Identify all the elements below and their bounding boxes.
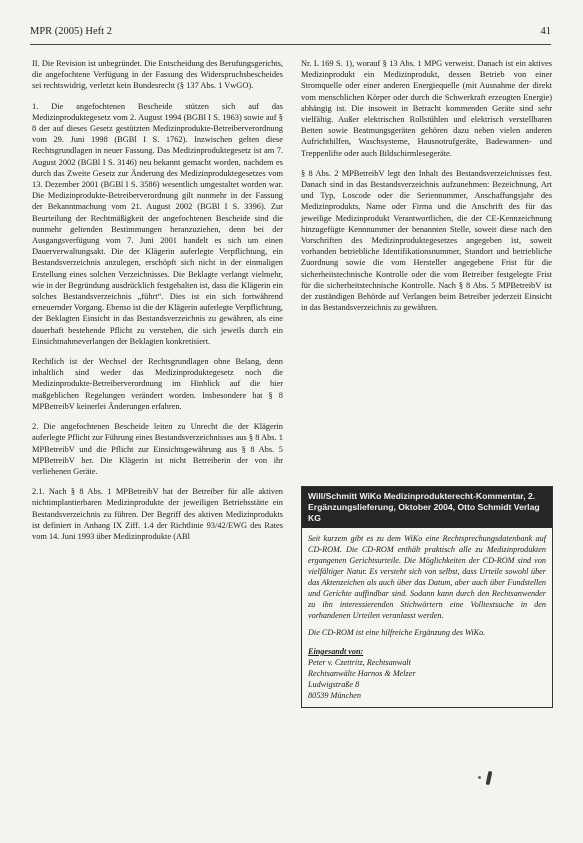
scan-mark [478, 776, 481, 779]
paragraph-revision: II. Die Revision ist unbegründet. Die Entscheidung des Berufungsgerichts, die angefochtene Verfügung in der Fassung des Widerspruchsbescheides sei rechtswidrig, verletzt kein Bundesrecht (§ 137 Abs. 1 VwGO). [32, 59, 283, 91]
running-header [30, 26, 551, 40]
paragraph-inventory-content: § 8 Abs. 2 MPBetreibV legt den Inhalt des Bestandsverzeichnisses fest. Danach sind in das Bestandsverzeichnis aufzunehmen: Bezeichnung, Art und Typ, Loscode oder die Seriennummer, Anschaffungsjahr des Medizinprodukts, Name oder Firma und die Anschrift des für das jeweilige Medizinprodukt Verantwortlichen, die der CE-Kennzeichnung hinzugefügte Kennnummer der benannten Stelle, soweit diese nach den Vorschriften des Medizinproduktegesetzes angegeben ist, soweit vorhanden betriebliche Identifikationsnummer, Standort und betriebliche Zuordnung sowie die vom Hersteller angegebene Frist für die sicherheitstechnische Kontrolle oder die vom Betreiber festgelegte Frist für die sicherheitstechnische Kontrolle. Nach § 8 Abs. 5 MPBetreibV ist der zuständigen Behörde auf Verlangen beim Betreiber jederzeit Einsicht in das Bestandsverzeichnis zu gewähren. [301, 168, 552, 313]
paragraph-not-operator: 2. Die angefochtenen Bescheide leiten zu Unrecht die der Klägerin auferlegte Pflicht zur Führung eines Bestandsverzeichnisses aus § 8 Abs. 1 MPBetreibV und die Pflicht zur Einsichtsgewährung aus § 8 Abs. 5 MPBetreibV her. Die Klägerin ist nicht Betreiberin der von ihr verliehenen Geräte. [32, 422, 283, 476]
sent-by-label: Eingesandt von: [308, 647, 364, 656]
sender-line: Peter v. Czettritz, Rechtsanwalt [308, 658, 411, 667]
scan-mark [486, 771, 493, 786]
sender-line: Rechtsanwälte Harnos & Melzer [308, 669, 416, 678]
paragraph-definition: Nr. L 169 S. 1), worauf § 13 Abs. 1 MPG verweist. Danach ist ein aktives Medizinprodukt ein Medizinprodukt, dessen Betrieb von einer Stromquelle oder einer anderen Energiequelle (mit Ausnahme der direkt vom menschlichen Körper oder durch die Schwerkraft erzeugten Energie) abhängig ist. Die insoweit in Betracht kommenden Geräte sind sehr vielfältig. Außer elektrischen Rollstühlen und elektrisch verstellbaren Betten sowie Beatmungsgeräten gehören dazu neben vielen anderen Aufrichthilfen, Waschsysteme, Hausnotrufgeräte, Badewannen- und Treppenlifte oder auch Bildschirmlesegeräte. [301, 59, 552, 158]
review-paragraph: Die CD-ROM ist eine hilfreiche Ergänzung des WiKo. [308, 628, 486, 637]
journal-citation: MPR (2005) Heft 2 [30, 26, 112, 37]
paragraph-legal-basis: 1. Die angefochtenen Bescheide stützen sich auf das Medizinproduktegesetz vom 2. August 1994 (BGBl I S. 1963) sowie auf § 8 der auf dieses Gesetz gestützten Medizinprodukte-Betreiberverordnung vom 29. Juni 1998 (BGBl I S. 1762). Inzwischen gelten diese Rechtsgrundlagen in neuer Fassung. Das Medizinproduktegesetz ist am 7. August 2002 (BGBl I S. 3146) neu bekannt gemacht worden, nachdem es durch das Zweite Gesetz zur Änderung des Medizinproduktegesetzes vom 13. Dezember 2001 (BGBl I S. 3586) wesentlich umgestaltet worden war. Die Medizinprodukte-Betreiberverordnung gilt nunmehr in der Fassung der Bekanntmachung vom 21. August 2002 (BGBl I S. 3396). Zur Beurteilung der Rechtmäßigkeit der angefochtenen Bescheide sind die nunmehr geltenden Bestimmungen heranzuziehen, denn bei der Ausgangsverfügung vom 7. Juni 2001 handelt es sich um einen Dauerverwaltungsakt. Die der Klägerin auferlegte Verpflichtung, ein Bestandsverzeichnis anzulegen, erschöpft sich nicht in der einmaligen Erstellung eines solchen Verzeichnisses. Die Beklagte verlangt vielmehr, wie in der Begründung ausdrücklich festgehalten ist, dass die Klägerin ein solches Bestandsverzeichnis „führt“. Dies ist ein sich fortwährend erneuernder Vorgang. Ebenso ist die der Klägerin auferlegte Verpflichtung, der Beklagten Einsicht in das Bestandsverzeichnis zu gewähren, als eine dauerhaft bestehende Pflicht zu verstehen, die sich jeweils durch ein Einsichtnahmeverlangen der Beklagten konkretisiert. [32, 101, 284, 346]
review-box [301, 486, 553, 708]
right-column [301, 58, 552, 322]
left-column [32, 58, 283, 551]
page-number: 41 [540, 26, 551, 37]
paragraph-change-irrelevant: Rechtlich ist der Wechsel der Rechtsgrundlagen ohne Belang, denn inhaltlich sind weder das Medizinproduktegesetz noch die Medizinprodukte-Betreiberverordnung im Hinblick auf die hier maßgeblichen Regelungen verändert worden. Insbesondere hat § 8 MPBetreibV keinerlei Änderungen erfahren. [32, 357, 283, 411]
sender-line: 80539 München [308, 691, 361, 700]
review-box-body [302, 528, 552, 707]
sender-line: Ludwigstraße 8 [308, 680, 360, 689]
paragraph-active-device: 2.1. Nach § 8 Abs. 1 MPBetreibV hat der Betreiber für alle aktiven nichtimplantierbaren Medizinprodukte der jeweiligen Betriebsstätte ein Bestandsverzeichnis zu führen. Der Begriff des aktiven Medizinprodukts ist definiert in Anhang IX Ziff. 1.4 der Richtlinie 93/42/EWG des Rates vom 14. Juni 1993 über Medizinprodukte (ABl [32, 487, 283, 541]
review-box-title: Will/Schmitt WiKo Medizinprodukterecht-Kommentar, 2. Ergänzungslieferung, Oktober 2004, Otto Schmidt Verlag KG [302, 487, 552, 528]
review-paragraph: Seit kurzem gibt es zu dem WiKo eine Rechtsprechungsdatenbank auf CD-ROM. Die CD-ROM enthält praktisch alle zu Medizinprodukten ergangenen Gerichtsurteile. Die Möglichkeiten der CD-ROM sind von vielfältiger Natur. Es versteht sich von selbst, dass Urteile sowohl über das Aktenzeichen als auch über das Datum, aber auch über Fundstellen und Gerichte auffindbar sind. Sodann kann durch den Rechtsanwender zu ihn interessierenden Stichwörtern eine Volltextsuche in den vorhandenen Urteilen veranlasst werden. [308, 534, 546, 620]
header-rule [30, 44, 551, 45]
